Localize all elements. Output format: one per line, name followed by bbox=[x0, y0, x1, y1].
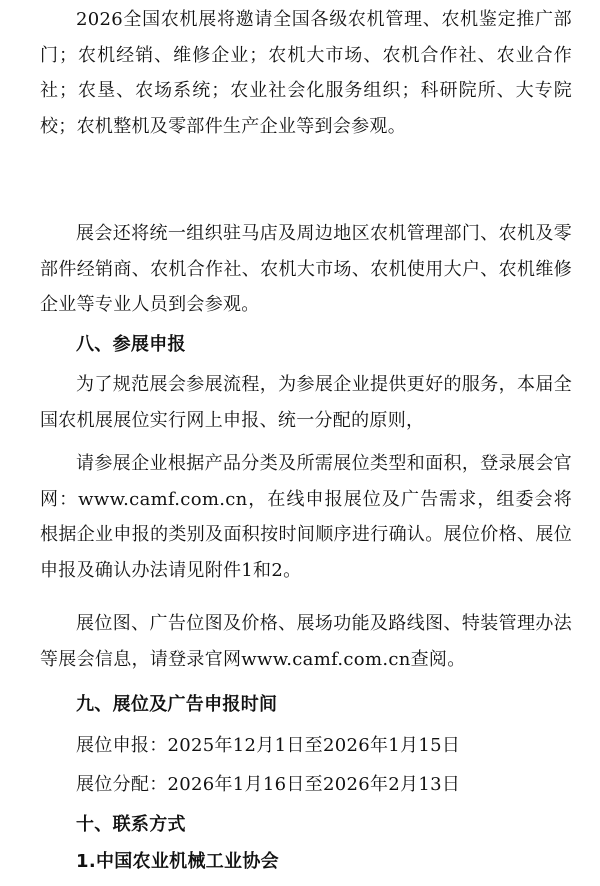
schedule-booth-allocation: 展位分配：2026年1月16日至2026年2月13日 bbox=[76, 774, 461, 795]
paragraph-organized-visitors: 展会还将统一组织驻马店及周边地区农机管理部门、农机及零部件经销商、农机合作社、农机大市场、农机使用大户、农机维修企业等专业人员到会参观。 bbox=[40, 223, 572, 315]
section-heading-contact: 十、联系方式 bbox=[76, 814, 186, 835]
section-heading-application-time: 九、展位及广告申报时间 bbox=[76, 694, 278, 715]
paragraph-exhibition-info: 展位图、广告位图及价格、展场功能及路线图、特装管理办法等展会信息，请登录官网www.camf.com.cn查阅。 bbox=[40, 613, 572, 670]
paragraph-online-application-principle: 为了规范展会参展流程，为参展企业提供更好的服务，本届全国农机展展位实行网上申报、统一分配的原则， bbox=[40, 374, 572, 431]
section-heading-exhibitor-application: 八、参展申报 bbox=[76, 334, 186, 355]
paragraph-application-instructions: 请参展企业根据产品分类及所需展位类型和面积，登录展会官网：www.camf.com.cn，在线申报展位及广告需求，组委会将根据企业申报的类别及面积按时间顺序进行确认。展位价格、展位申报及确认办法请见附件1和2。 bbox=[40, 453, 572, 581]
schedule-booth-application: 展位申报：2025年12月1日至2026年1月15日 bbox=[76, 735, 461, 756]
contact-organization-1: 1.中国农业机械工业协会 bbox=[76, 851, 279, 872]
paragraph-invited-visitors: 2026全国农机展将邀请全国各级农机管理、农机鉴定推广部门；农机经销、维修企业；农机大市场、农机合作社、农业合作社；农垦、农场系统；农业社会化服务组织；科研院所、大专院校；农机整机及零部件生产企业等到会参观。 bbox=[40, 9, 572, 137]
